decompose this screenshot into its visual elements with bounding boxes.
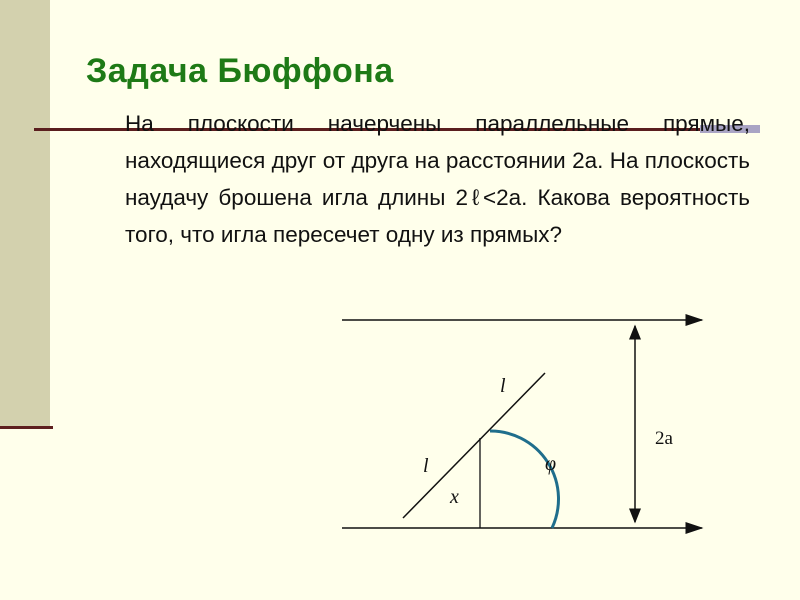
slide-title: Задача Бюффона [86, 52, 394, 90]
angle-arc [490, 431, 558, 528]
left-band-underline [0, 426, 53, 429]
problem-text: На плоскости начерчены параллельные прямые, находящиеся друг от друга на расстоянии 2а. На плоскость наудачу брошена игла длины 2ℓ<2a. Какова вероятность того, что игла пересечет одну из прямых? [125, 111, 750, 247]
label-l-upper: l [500, 375, 506, 397]
left-decorative-band [0, 0, 50, 428]
label-phi: φ [545, 453, 557, 475]
label-x: x [450, 486, 459, 508]
needle [403, 373, 545, 518]
buffon-needle-diagram [330, 300, 750, 560]
label-l-lower: l [423, 455, 429, 477]
label-distance: 2a [655, 428, 673, 449]
